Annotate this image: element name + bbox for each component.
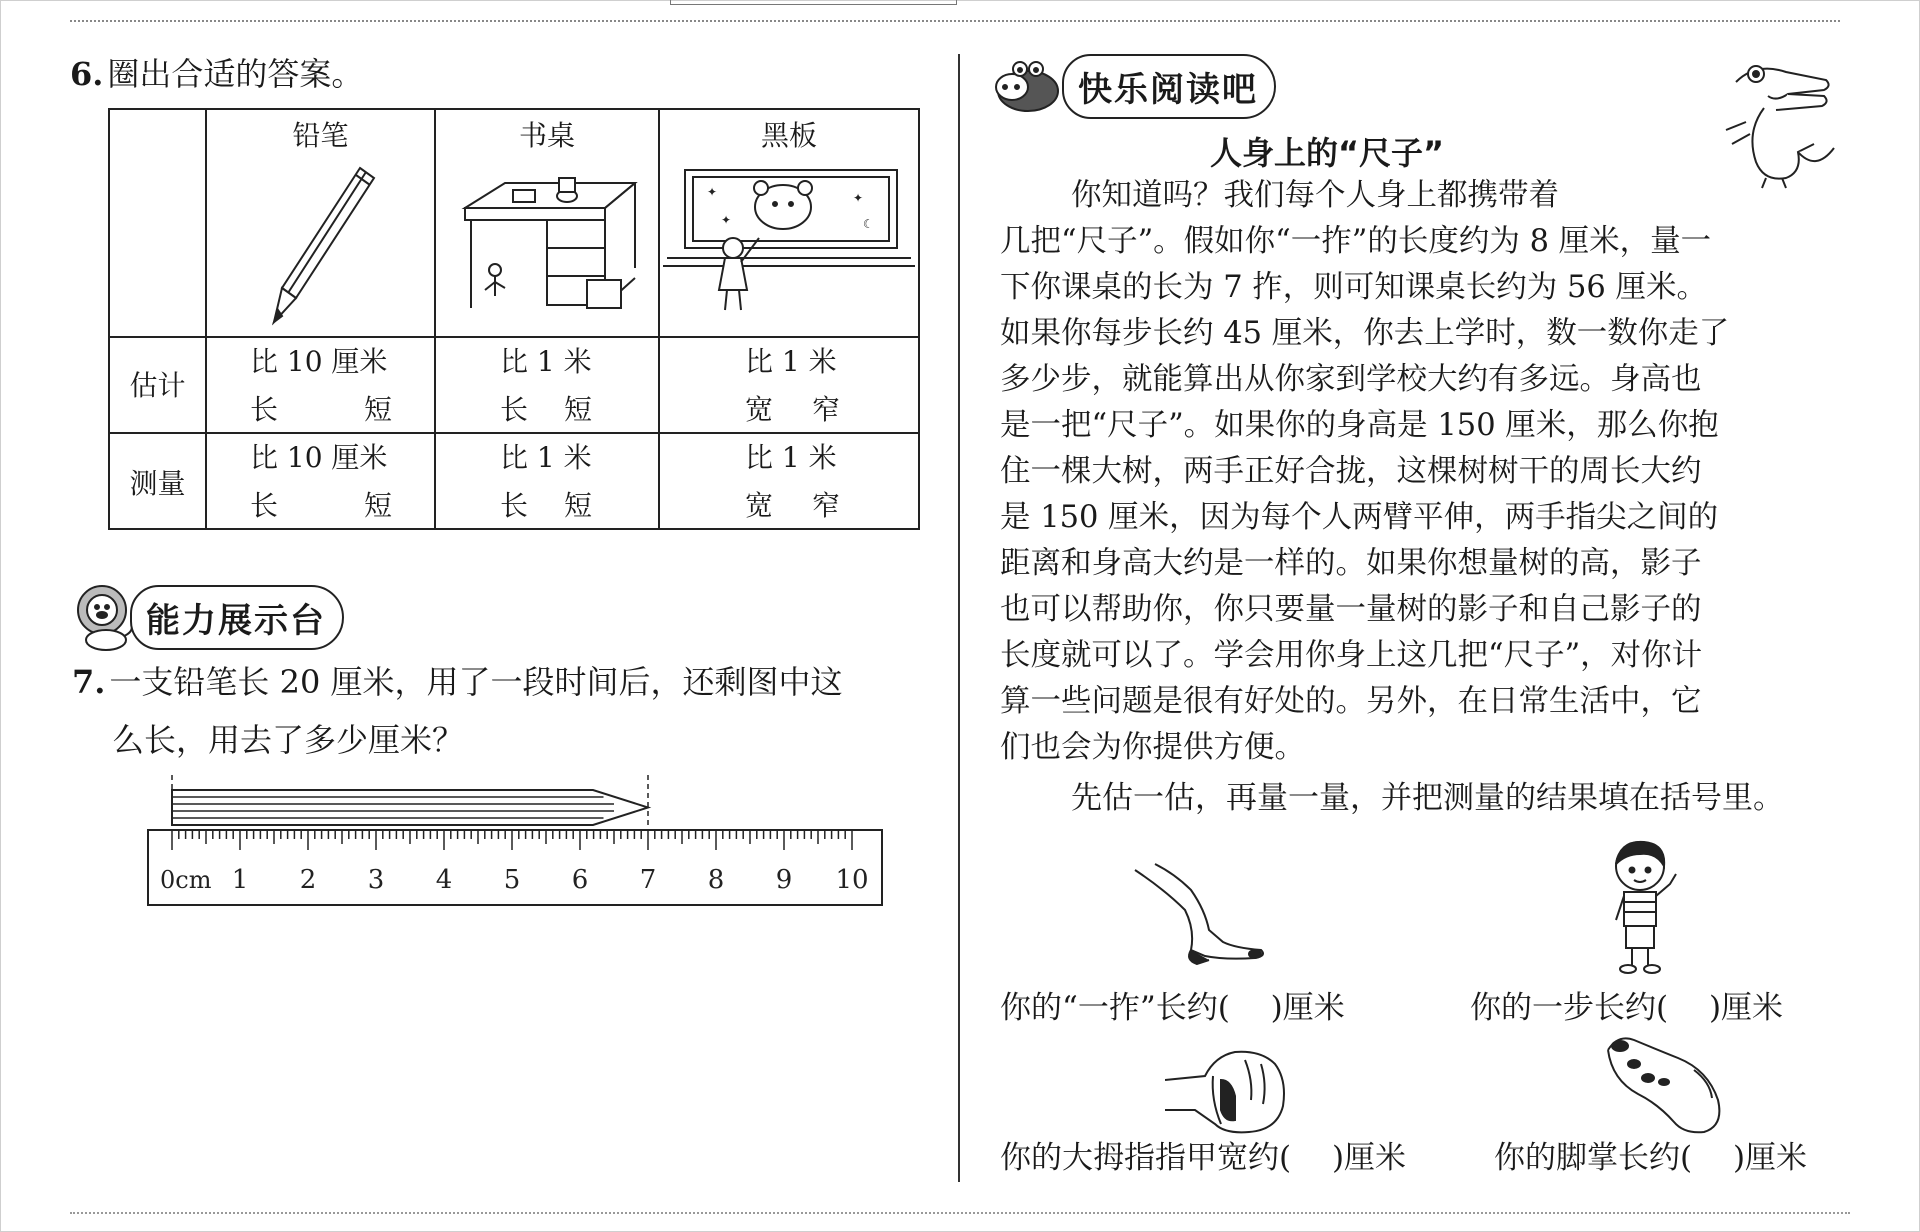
q6-number: 6.: [70, 55, 104, 93]
col-head-pencil: 铅笔: [292, 119, 349, 152]
cell-text: 比 10 厘米: [250, 441, 388, 474]
story-line: 下你课桌的长为 7 拃，则可知课桌长约为 56 厘米。: [1000, 270, 1707, 305]
top-dotted-rule: [70, 20, 1840, 22]
pencil-illustration: [260, 160, 390, 330]
section-badge-ability: [72, 582, 344, 652]
caption-step-length: 你的一步长约( )厘米: [1470, 990, 1784, 1026]
cell-option-a[interactable]: 长: [500, 489, 529, 522]
cell-option-a[interactable]: 长: [250, 489, 279, 522]
table-divider: [205, 110, 207, 528]
table-divider: [434, 110, 436, 528]
story-instruction: 先估一估，再量一量，并把测量的结果填在括号里。: [1071, 780, 1784, 816]
ruler-tick-label: 5: [503, 865, 521, 895]
q6-heading: [70, 54, 363, 94]
cell-option-b[interactable]: 短: [564, 393, 593, 426]
blackboard-illustration: [663, 162, 915, 322]
col-head-desk: 书桌: [518, 119, 575, 152]
story-line: 也可以帮助你，你只要量一量树的影子和自己影子的: [1000, 592, 1702, 627]
cell-option-a[interactable]: 宽: [745, 393, 774, 426]
cell-option-a[interactable]: 长: [500, 393, 529, 426]
cell-option-a[interactable]: 长: [250, 393, 279, 426]
svg-text:✦: ✦: [853, 191, 864, 205]
cell-text: 比 1 米: [500, 345, 592, 378]
q6-title: 圈出合适的答案。: [107, 55, 364, 93]
foot-illustration: [1598, 1030, 1728, 1140]
pencil-outline: [172, 790, 648, 825]
ruler-tick-label: 7: [639, 865, 657, 895]
story-title: 人身上的“尺子”: [1210, 134, 1445, 172]
col-head-blackboard: 黑板: [760, 119, 817, 152]
boy-illustration: [1590, 836, 1700, 976]
section-title-reading: 快乐阅读吧: [1062, 54, 1276, 119]
ruler-tick-label: 1: [231, 865, 249, 895]
q7-line2: 么长，用去了多少厘米？: [112, 721, 465, 759]
story-line: 长度就可以了。学会用你身上这几把“尺子”，对你计: [1000, 638, 1703, 673]
ruler-tick-label: 9: [775, 865, 793, 895]
story-line: 是一把“尺子”。如果你的身高是 150 厘米，那么你抱: [1000, 408, 1719, 443]
lion-mascot-icon: [72, 582, 136, 652]
cell-text: 比 1 米: [745, 345, 837, 378]
cell-text: 比 1 米: [500, 441, 592, 474]
cell-option-a[interactable]: 宽: [745, 489, 774, 522]
page-tab-decoration: [670, 0, 957, 5]
table-divider: [110, 336, 918, 338]
story-line: 多少步，就能算出从你家到学校大约有多远。身高也: [1000, 362, 1702, 397]
ruler-tick-label: 3: [367, 865, 385, 895]
column-divider: [958, 54, 960, 1182]
thumbnail-illustration: [1165, 1040, 1295, 1140]
q7-line1: [72, 662, 842, 702]
story-line: 是 150 厘米，因为每个人两臂平伸，两手指尖之间的: [1000, 500, 1719, 535]
ruler-tick-label: 4: [435, 865, 453, 895]
cell-option-b[interactable]: 窄: [812, 489, 841, 522]
leftover-pencil: [172, 775, 648, 830]
story-line: 住一棵大树，两手正好合拢，这棵树树干的周长大约: [1000, 454, 1702, 489]
story-line: 如果你每步长约 45 厘米，你去上学时，数一数你走了: [1000, 316, 1730, 351]
caption-hand-span: 你的“一拃”长约( )厘米: [1000, 990, 1345, 1026]
ruler: [148, 830, 882, 905]
cell-text: 比 10 厘米: [250, 345, 388, 378]
section-badge-reading: [990, 54, 1276, 119]
row-head-estimate: 估计: [129, 369, 186, 402]
table-divider: [110, 432, 918, 434]
cell-text: 比 1 米: [745, 441, 837, 474]
q6-table: [108, 108, 920, 530]
hippo-mascot-icon: [990, 57, 1066, 117]
row-head-measure: 测量: [129, 467, 186, 500]
pencil-ruler-figure: [140, 775, 900, 915]
crocodile-mascot-icon: [1706, 52, 1846, 192]
story-line: 算一些问题是很有好处的。另外，在日常生活中，它: [1000, 684, 1702, 719]
cell-option-b[interactable]: 窄: [812, 393, 841, 426]
section-title-ability: 能力展示台: [130, 585, 344, 650]
story-line: 你知道吗？我们每个人身上都携带着: [1071, 178, 1559, 213]
ruler-tick-label: 2: [299, 865, 317, 895]
desk-illustration: [455, 158, 645, 328]
bottom-dotted-rule: [70, 1212, 1850, 1214]
caption-foot-length: 你的脚掌长约( )厘米: [1494, 1140, 1808, 1176]
svg-text:✦: ✦: [707, 185, 718, 199]
q7-number: 7.: [72, 663, 106, 701]
svg-text:☾: ☾: [863, 217, 874, 231]
cell-option-b[interactable]: 短: [364, 489, 393, 522]
story-line: 们也会为你提供方便。: [1000, 730, 1305, 765]
cell-option-b[interactable]: 短: [364, 393, 393, 426]
ruler-tick-label: 10: [835, 865, 869, 895]
story-line: 距离和身高大约是一样的。如果你想量树的高，影子: [1000, 546, 1702, 581]
ruler-tick-label: 6: [571, 865, 589, 895]
caption-thumbnail-width: 你的大拇指指甲宽约( )厘米: [1000, 1140, 1407, 1176]
table-divider: [658, 110, 660, 528]
ruler-unit-label: 0cm: [160, 866, 212, 894]
q7-text-line1: 一支铅笔长 20 厘米，用了一段时间后，还剩图中这: [109, 663, 843, 701]
ruler-tick-label: 8: [707, 865, 725, 895]
cell-option-b[interactable]: 短: [564, 489, 593, 522]
svg-text:✦: ✦: [721, 213, 732, 227]
story-line: 几把“尺子”。假如你“一拃”的长度约为 8 厘米，量一: [1000, 224, 1712, 259]
hand-span-illustration: [1125, 860, 1275, 980]
